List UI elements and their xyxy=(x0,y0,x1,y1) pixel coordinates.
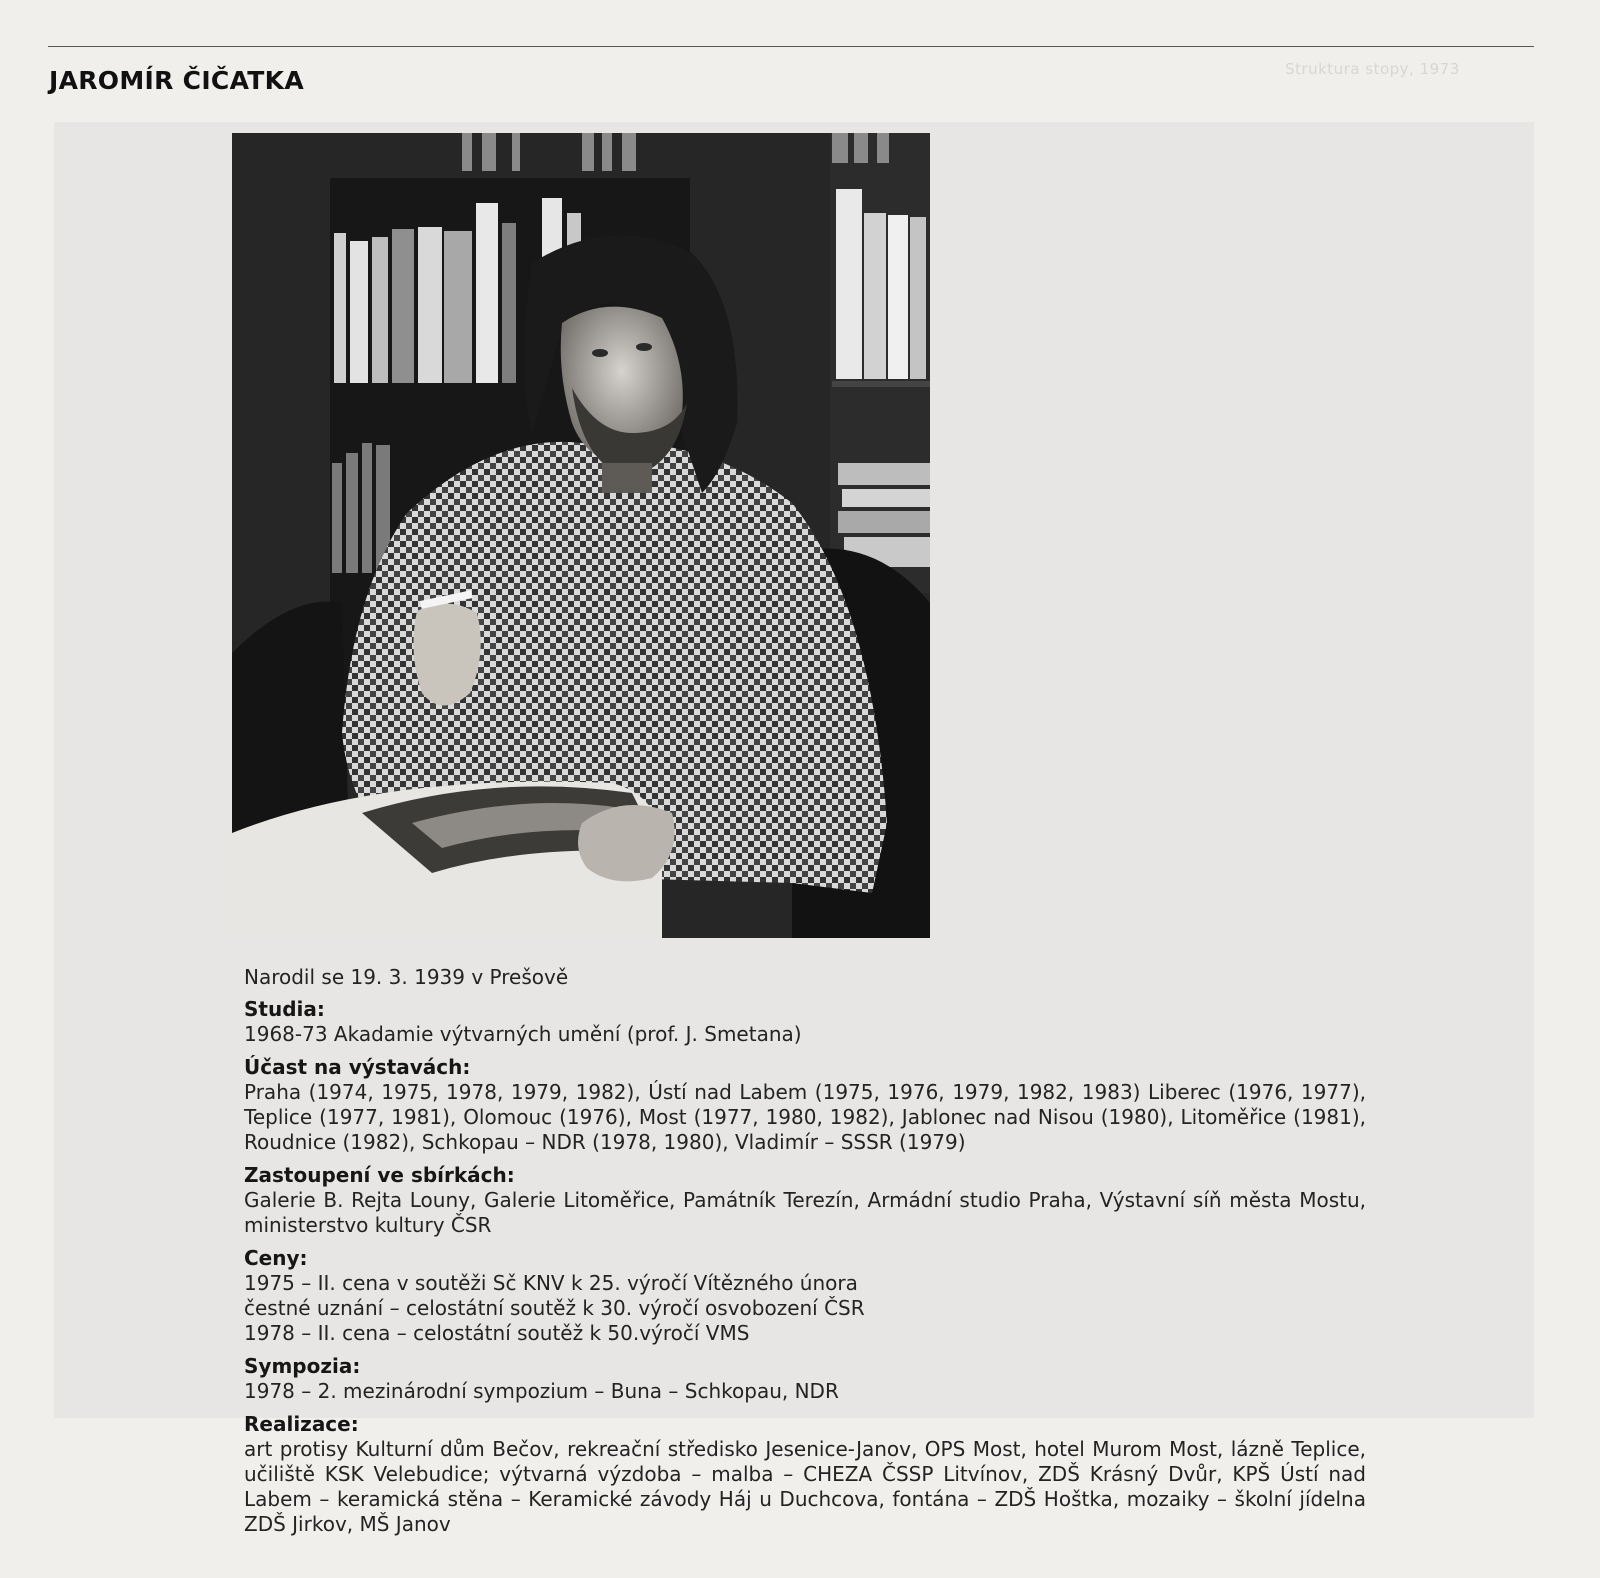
section-ceny xyxy=(244,1246,1366,1346)
section-body: art protisy Kulturní dům Bečov, rekreační středisko Jesenice-Janov, OPS Most, hotel Murom Most, lázně Teplice, učiliště KSK Velebudice; výtvarná výzdoba – malba – CHEZA ČSSP Litvínov, ZDŠ Krásný Dvůr, KPŠ Ústí nad Labem – keramická stěna – Keramické závody Háj u Duchcova, fontána – ZDŠ Hoštka, mozaiky – školní jídelna ZDŠ Jirkov, MŠ Janov xyxy=(244,1437,1366,1536)
page-title: JAROMÍR ČIČATKA xyxy=(49,66,304,95)
section-line: 1978 – 2. mezinárodní sympozium – Buna – Schkopau, NDR xyxy=(244,1379,839,1403)
section-realizace xyxy=(244,1412,1366,1537)
section-sbirky xyxy=(244,1163,1366,1238)
section-sympozia xyxy=(244,1354,1366,1404)
bio-text xyxy=(244,965,1366,1545)
section-heading: Ceny: xyxy=(244,1246,308,1270)
section-line: čestné uznání – celostátní soutěž k 30. výročí osvobození ČSR xyxy=(244,1296,865,1320)
section-line: 1978 – II. cena – celostátní soutěž k 50.výročí VMS xyxy=(244,1321,750,1345)
section-heading: Realizace: xyxy=(244,1412,359,1436)
portrait-photo xyxy=(232,133,930,938)
section-body xyxy=(244,1271,1366,1346)
section-heading: Zastoupení ve sbírkách: xyxy=(244,1163,515,1187)
section-studia xyxy=(244,997,1366,1047)
section-line: 1975 – II. cena v soutěži Sč KNV k 25. výročí Vítězného února xyxy=(244,1271,858,1295)
section-vystavy xyxy=(244,1055,1366,1155)
section-body: Galerie B. Rejta Louny, Galerie Litoměřice, Památník Terezín, Armádní studio Praha, Výstavní síň města Mostu, ministerstvo kultury ČSR xyxy=(244,1188,1366,1237)
section-heading: Studia: xyxy=(244,997,325,1021)
section-heading: Sympozia: xyxy=(244,1354,361,1378)
section-heading: Účast na výstavách: xyxy=(244,1055,471,1079)
section-body: Praha (1974, 1975, 1978, 1979, 1982), Ústí nad Labem (1975, 1976, 1979, 1982, 1983) Liberec (1976, 1977), Teplice (1977, 1981), Olomouc (1976), Most (1977, 1980, 1982), Jablonec nad Nisou (1980), Litoměřice (1981), Roudnice (1982), Schkopau – NDR (1978, 1980), Vladimír – SSSR (1979) xyxy=(244,1080,1366,1154)
birth-info: Narodil se 19. 3. 1939 v Prešově xyxy=(244,965,569,989)
section-line: 1968-73 Akadamie výtvarných umění (prof. J. Smetana) xyxy=(244,1022,802,1046)
top-rule xyxy=(48,46,1534,47)
portrait-photo-icon xyxy=(232,133,930,938)
section-body xyxy=(244,1379,1366,1404)
faint-header: Struktura stopy, 1973 xyxy=(1285,60,1460,78)
section-body xyxy=(244,1022,1366,1047)
